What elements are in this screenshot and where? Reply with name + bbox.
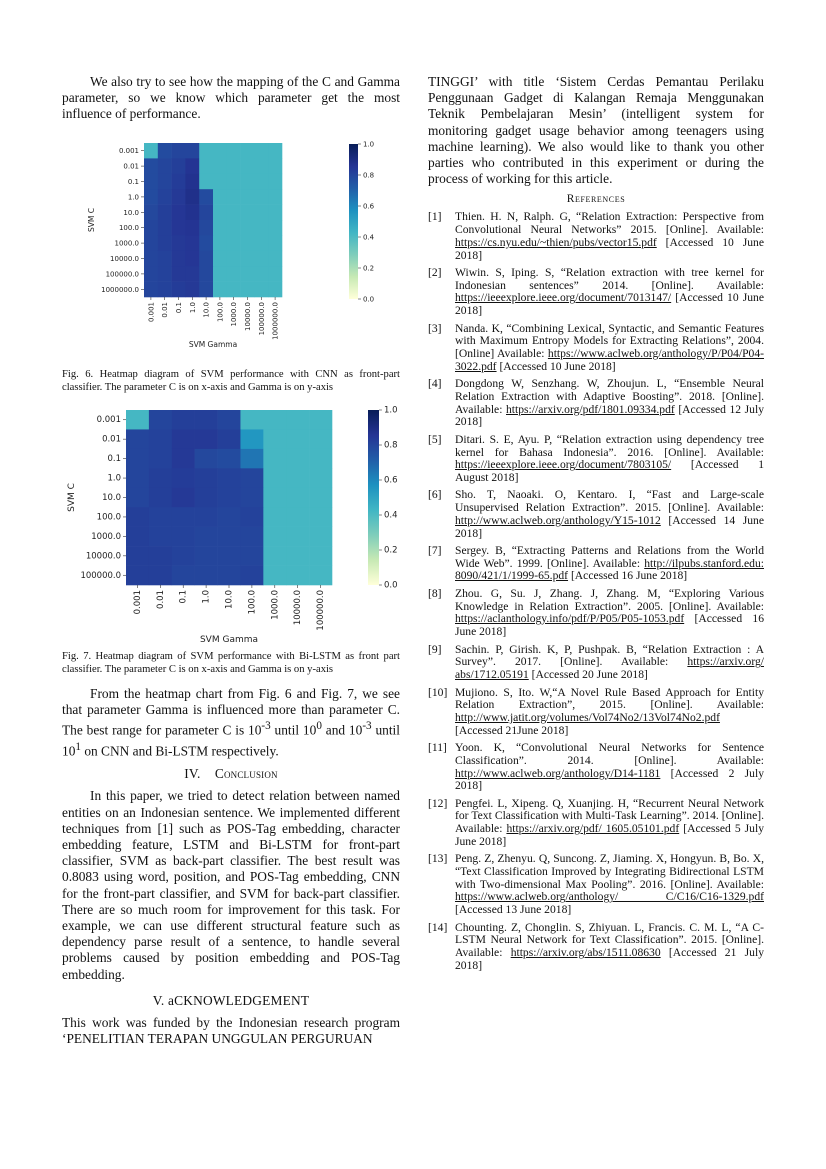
reference-number: [7] [428, 544, 442, 558]
x-tick-label: 1000.0 [230, 301, 239, 327]
heatmap-cell [199, 250, 213, 266]
colorbar [368, 410, 379, 585]
heatmap-cell [185, 266, 199, 282]
heatmap-cell [213, 250, 227, 266]
heatmap-cell [240, 429, 263, 449]
heatmap-cell [185, 220, 199, 236]
heatmap-cell [158, 281, 172, 297]
reference-text: Zhou. G, Su. J, Zhang. J, Zhang. M, “Exploring Various Knowledge in Relation Extraction”. 2005. [Online]. Available: https://aclanthology.info/pdf/P/P05/P05-1053.pdf [Accessed 16 June 2018] [455, 586, 764, 639]
heatmap-cell [263, 429, 286, 449]
heatmap-cell [149, 507, 172, 527]
colorbar-tick-label: 0.8 [363, 171, 375, 180]
colorbar-tick-label: 0.0 [363, 295, 375, 304]
heatmap-cell [172, 250, 186, 266]
analysis-paragraph: From the heatmap chart from Fig. 6 and Fig. 7, we see that parameter Gamma is influenced more than parameter C. The best range for parameter C is $10^{-3}$ until $10^0$ and $10^{-3}$ until $10^1$ on CNN and Bi-LSTM respectively. [62, 685, 401, 759]
reference-text: Sachin. P, Girish. K, P, Pushpak. B, “Relation Extraction : A Survey”. 2017. [Online]. Available: https://arxiv.org/ abs/1712.05191 [Accessed 20 June 2018] [455, 642, 764, 681]
heatmap-cell [268, 250, 282, 266]
colorbar-tick-label: 1.0 [363, 140, 375, 149]
reference-item [428, 798, 764, 849]
y-tick-label: 0.01 [102, 434, 121, 445]
reference-number: [10] [428, 685, 448, 699]
reference-number: [3] [428, 321, 442, 335]
heatmap-cell [195, 565, 218, 585]
heatmap-cell [185, 143, 199, 159]
heatmap-cell [172, 565, 195, 585]
heatmap-cell [126, 546, 149, 566]
x-tick-label: 10.0 [224, 589, 235, 609]
reference-item [428, 644, 764, 682]
conclusion-paragraph: In this paper, we tried to detect relation between named entities on an Indonesian sentence. We implemented different techniques from [1] such as POS-Tag embedding, character embedding feature, LSTM and Bi-LSTM for front-part classifier, SVM as back-part classifier. The best result was 0.8083 using word, position, and POS-Tag embedding, CNN for the front-part classifier, and SVM for back-part classifier. There are so much room for improvement for this task. For example, we can use different structural feature such as dependency parse result of a sentence, to handle several problems caused by position embedding and POS-Tag embedding. [62, 788, 400, 982]
y-tick-label: 100000.0 [105, 270, 139, 279]
colorbar-tick-label: 1.0 [384, 405, 398, 416]
heatmap-cell [172, 143, 186, 159]
heatmap-cell [149, 546, 172, 566]
heatmap-cell [241, 143, 255, 159]
x-tick-label: 10000.0 [293, 589, 304, 625]
heatmap-cell [240, 448, 263, 468]
colorbar-tick-label: 0.0 [384, 580, 398, 591]
heatmap-cell [286, 487, 309, 507]
reference-number: [12] [428, 796, 448, 810]
heatmap-cell [144, 173, 158, 189]
reference-text: Sergey. B, “Extracting Patterns and Relations from the World Wide Web”. 1999. [Online]. Available: http://ilpubs.stanford.edu: 8090/421/1/1999-65.pdf [Accessed 16 June 2018] [455, 544, 764, 583]
heatmap-cell [227, 173, 241, 189]
heatmap-cell [218, 487, 241, 507]
reference-number: [13] [428, 852, 448, 866]
heatmap-cell [227, 143, 241, 159]
heatmap-cell [309, 429, 332, 449]
colorbar-tick-label: 0.6 [384, 475, 398, 486]
heatmap-cell [286, 565, 309, 585]
heatmap-cell [241, 250, 255, 266]
heatmap-cell [126, 429, 149, 449]
heatmap-cell [286, 448, 309, 468]
heatmap-cell [199, 266, 213, 282]
acknowledgement-paragraph: This work was funded by the Indonesian research program ‘PENELITIAN TERAPAN UNGGULAN PERGURUAN [62, 1014, 400, 1046]
y-axis-label: SVM C [87, 207, 96, 232]
heatmap-cell [172, 220, 186, 236]
heatmap-cell [286, 507, 309, 527]
heatmap-cell [254, 281, 268, 297]
heatmap-cell [254, 204, 268, 220]
heatmap-cell [126, 468, 149, 488]
heatmap-cell [199, 281, 213, 297]
y-tick-label: 100.0 [96, 512, 121, 523]
heatmap-cell [263, 410, 286, 430]
heatmap-cell [144, 235, 158, 251]
heatmap-cell [309, 507, 332, 527]
heatmap-cell [218, 410, 241, 430]
heatmap-cell [158, 173, 172, 189]
intro-paragraph: We also try to see how the mapping of the C and Gamma parameter, so we know which parameter get the most influence of performance. [62, 74, 400, 122]
heatmap-cell [218, 507, 241, 527]
section-4-title: Conclusion [214, 766, 278, 782]
heatmap-cell [218, 429, 241, 449]
heatmap-cell [240, 487, 263, 507]
x-tick-label: 100000.0 [316, 589, 327, 631]
heatmap-cell [149, 448, 172, 468]
heatmap-cell [241, 189, 255, 205]
colorbar-tick-label: 0.2 [384, 545, 398, 556]
reference-item [428, 378, 764, 429]
reference-item [428, 323, 764, 374]
right-column [428, 74, 764, 977]
heatmap-cell [254, 220, 268, 236]
heatmap-cell [213, 281, 227, 297]
heatmap-cell [241, 220, 255, 236]
y-tick-label: 1000.0 [91, 531, 121, 542]
heatmap-cell [195, 546, 218, 566]
heatmap-cell [199, 143, 213, 159]
y-axis-label: SVM C [67, 482, 77, 512]
reference-number: [14] [428, 920, 448, 934]
heatmap-cell [195, 487, 218, 507]
reference-text: Wiwin. S, Iping. S, “Relation extraction with tree kernel for Indonesian sentences” 2014. [Online]. Available: https://ieeexplore.ieee.org/document/7013147/ [Accessed 10 June 2018] [455, 266, 764, 318]
heatmap-cell [199, 173, 213, 189]
x-tick-label: 0.001 [132, 589, 143, 614]
heatmap-cell [227, 189, 241, 205]
heatmap-cell [213, 266, 227, 282]
heatmap-cell [195, 526, 218, 546]
heatmap-cell [172, 189, 186, 205]
heatmap-cell [185, 173, 199, 189]
heatmap-cell [195, 507, 218, 527]
y-tick-label: 1.0 [107, 473, 121, 484]
left-column [62, 74, 400, 1047]
heatmap-cell [268, 143, 282, 159]
x-tick-label: 100.0 [247, 589, 258, 614]
heatmap-cell [241, 173, 255, 189]
heatmap-cell [144, 158, 158, 174]
reference-text: Peng. Z, Zhenyu. Q, Suncong. Z, Jiaming. X, Hongyun. B, Bo. X, “Text Classification Improved by Integrating Bidirectional LSTM with Two-dimensional Max Pooling”. 2016. [Online]. Available: https://www.aclweb.org/anthology/ C/C16/C16-1329.pdf [Accessed 13 June 2018] [455, 852, 764, 917]
heatmap-cell [149, 526, 172, 546]
heatmap-cell [195, 410, 218, 430]
heatmap-cell [227, 220, 241, 236]
heatmap-cell [199, 220, 213, 236]
reference-number: [2] [428, 266, 442, 280]
heatmap-cell [126, 565, 149, 585]
reference-text: Thien. H. N, Ralph. G, “Relation Extraction: Perspective from Convolutional Neural Networks” 2015. [Online]. Available: https://cs.nyu.edu/~thien/pubs/vector15.pdf [Accessed 10 June 2018] [455, 210, 764, 262]
heatmap-cell [185, 281, 199, 297]
heatmap-cell [185, 158, 199, 174]
y-tick-label: 1000000.0 [101, 285, 139, 294]
heatmap-cell [240, 507, 263, 527]
reference-number: [1] [428, 210, 442, 224]
section-4-heading [62, 766, 400, 782]
reference-number: [6] [428, 488, 442, 502]
heatmap-cell [158, 189, 172, 205]
heatmap-cell [286, 410, 309, 430]
heatmap-cell [213, 235, 227, 251]
heatmap-cell [213, 189, 227, 205]
heatmap-cell [309, 410, 332, 430]
figure-6 [62, 137, 400, 352]
y-tick-label: 1000.0 [114, 239, 139, 248]
x-tick-label: 1.0 [188, 301, 197, 313]
heatmap-cell [286, 526, 309, 546]
heatmap-cell [144, 220, 158, 236]
acknowledgement-continued: TINGGI’ with title ‘Sistem Cerdas Pemantau Perilaku Penggunaan Gadget di Kalangan Remaja Menggunakan Teknik Pembelajaran Mesin’ (intelligent system for monitoring gadget usage behavior among teenagers using machine learning). We also would like to thank you other parties who contributed in this experiment or during the process of working for this article. [428, 74, 764, 187]
heatmap-cell [309, 526, 332, 546]
heatmap-cell [213, 158, 227, 174]
heatmap-cell [309, 468, 332, 488]
heatmap-cell [263, 487, 286, 507]
reference-item [428, 489, 764, 540]
fig6-caption: Fig. 6. Heatmap diagram of SVM performance with CNN as front-part classifier. The parameter C is on x-axis and Gamma is on y-axis [62, 368, 400, 393]
heatmap-cell [309, 565, 332, 585]
heatmap-cell [213, 173, 227, 189]
heatmap-cell [227, 204, 241, 220]
heatmap-cell [158, 220, 172, 236]
colorbar-tick-label: 0.4 [384, 510, 398, 521]
x-tick-label: 10000.0 [244, 301, 252, 331]
colorbar [349, 144, 358, 299]
heatmap-cell [263, 565, 286, 585]
heatmap-cell [254, 250, 268, 266]
heatmap-cell [149, 487, 172, 507]
reference-text: Dongdong W, Senzhang. W, Zhoujun. L, “Ensemble Neural Relation Extraction with Adaptive Boosting”. 2018. [Online]. Available: https://arxiv.org/pdf/1801.09334.pdf [Accessed 12 July 2018] [455, 377, 764, 429]
heatmap-cell [199, 158, 213, 174]
heatmap-cell [240, 526, 263, 546]
heatmap-cell [172, 448, 195, 468]
y-tick-label: 100000.0 [80, 570, 121, 581]
colorbar-tick-label: 0.2 [363, 264, 375, 273]
heatmap-cell [218, 468, 241, 488]
heatmap-cell [144, 281, 158, 297]
heatmap-cell [268, 281, 282, 297]
heatmap-cell [268, 220, 282, 236]
heatmap-cell [268, 173, 282, 189]
x-tick-label: 1000.0 [270, 589, 281, 620]
heatmap-cell [268, 189, 282, 205]
heatmap-cell [158, 143, 172, 159]
section-4-number: IV. [184, 766, 201, 782]
heatmap-cell [185, 235, 199, 251]
y-tick-label: 10000.0 [110, 254, 139, 263]
heatmap-cell [144, 189, 158, 205]
y-tick-label: 10000.0 [85, 550, 121, 561]
y-tick-label: 0.001 [96, 414, 121, 425]
reference-text: Chounting. Z, Chonglin. S, Zhiyuan. L, Francis. C. M. L, “A C-LSTM Neural Network for Text Classification”. 2015. [Online]. Available: https://arxiv.org/abs/1511.08630 [Accessed 21 July 2018] [455, 920, 764, 972]
x-tick-label: 100.0 [216, 301, 225, 322]
heatmap-cell [268, 158, 282, 174]
heatmap-cell [218, 546, 241, 566]
heatmap-cell [126, 507, 149, 527]
heatmap-cell [241, 281, 255, 297]
heatmap-cell [172, 235, 186, 251]
heatmap-cell [149, 410, 172, 430]
heatmap-cell [268, 204, 282, 220]
heatmap-cell [309, 448, 332, 468]
heatmap-cell [172, 487, 195, 507]
reference-text: Ditari. S. E, Ayu. P, “Relation extraction using dependency tree kernel for Bahasa Indonesia”. 2016. [Online]. Available: https://ieeexplore.ieee.org/document/7803105/ [Accessed 1 August 2018] [455, 432, 764, 484]
heatmap-cell [254, 158, 268, 174]
section-5-heading: V. aCKNOWLEDGEMENT [152, 992, 310, 1008]
heatmap-cell [254, 173, 268, 189]
reference-number: [8] [428, 586, 442, 600]
heatmap-cell [240, 410, 263, 430]
heatmap-cell [263, 468, 286, 488]
x-tick-label: 0.001 [147, 301, 156, 322]
heatmap-cell [172, 173, 186, 189]
y-tick-label: 0.1 [107, 453, 121, 464]
heatmap-cell [185, 204, 199, 220]
reference-item [428, 434, 764, 485]
reference-item [428, 267, 764, 318]
heatmap-cell [218, 565, 241, 585]
heatmap-cell [172, 546, 195, 566]
heatmap-cell [218, 526, 241, 546]
heatmap-cell [144, 250, 158, 266]
heatmap-cell [268, 266, 282, 282]
heatmap-cell [195, 468, 218, 488]
y-tick-label: 1.0 [127, 193, 139, 202]
heatmap-cell [263, 546, 286, 566]
x-tick-label: 0.01 [161, 301, 170, 318]
heatmap-cell [144, 143, 158, 159]
heatmap-cell [309, 487, 332, 507]
heatmap-cell [263, 526, 286, 546]
reference-item [428, 687, 764, 738]
heatmap-cell [158, 266, 172, 282]
reference-item [428, 742, 764, 793]
heatmap-cell [218, 448, 241, 468]
heatmap-cell [172, 281, 186, 297]
heatmap-fig7 [62, 400, 400, 648]
heatmap-cell [309, 546, 332, 566]
heatmap-cell [227, 266, 241, 282]
heatmap-cell [241, 158, 255, 174]
heatmap-cell [172, 410, 195, 430]
heatmap-cell [263, 507, 286, 527]
heatmap-cell [227, 250, 241, 266]
heatmap-cell [227, 281, 241, 297]
heatmap-cell [158, 250, 172, 266]
figure-7 [62, 400, 400, 648]
heatmap-fig6 [62, 137, 400, 352]
x-tick-label: 10.0 [202, 301, 211, 318]
x-tick-label: 0.1 [178, 589, 189, 604]
heatmap-cell [213, 143, 227, 159]
y-tick-label: 10.0 [123, 208, 139, 217]
heatmap-cell [227, 235, 241, 251]
heatmap-cell [241, 204, 255, 220]
references-list [428, 211, 764, 972]
heatmap-cell [195, 448, 218, 468]
fig7-caption: Fig. 7. Heatmap diagram of SVM performance with Bi-LSTM as front part classifier. The parameter C is on x-axis and Gamma is on y-axis [62, 650, 400, 675]
reference-number: [4] [428, 377, 442, 391]
heatmap-cell [195, 429, 218, 449]
heatmap-cell [149, 565, 172, 585]
y-tick-label: 100.0 [118, 223, 139, 232]
heatmap-cell [241, 266, 255, 282]
colorbar-tick-label: 0.6 [363, 202, 375, 211]
heatmap-cell [126, 410, 149, 430]
heatmap-cell [172, 468, 195, 488]
heatmap-cell [240, 546, 263, 566]
heatmap-cell [149, 468, 172, 488]
heatmap-cell [172, 429, 195, 449]
y-tick-label: 0.001 [118, 146, 139, 155]
reference-item [428, 853, 764, 917]
heatmap-cell [185, 250, 199, 266]
colorbar-tick-label: 0.8 [384, 440, 398, 451]
heatmap-cell [213, 220, 227, 236]
reference-number: [9] [428, 642, 442, 656]
reference-item [428, 922, 764, 973]
heatmap-cell [158, 204, 172, 220]
x-tick-label: 0.1 [175, 301, 183, 313]
heatmap-cell [172, 204, 186, 220]
heatmap-cell [286, 468, 309, 488]
y-tick-label: 0.1 [127, 177, 139, 186]
heatmap-cell [240, 565, 263, 585]
x-tick-label: 1000000.0 [271, 301, 280, 340]
heatmap-cell [199, 204, 213, 220]
y-tick-label: 0.01 [123, 162, 139, 171]
heatmap-cell [286, 429, 309, 449]
reference-item [428, 545, 764, 583]
heatmap-cell [240, 468, 263, 488]
heatmap-cell [126, 526, 149, 546]
heatmap-cell [254, 189, 268, 205]
x-tick-label: 100000.0 [257, 301, 266, 336]
heatmap-cell [213, 204, 227, 220]
reference-text: Pengfei. L, Xipeng. Q, Xuanjing. H, “Recurrent Neural Network for Text Classification with Multi-Task Learning”. 2014. [Online]. Available: https://arxiv.org/pdf/ 1605.05101.pdf [Accessed 5 July June 2018] [455, 796, 764, 848]
reference-text: Sho. T, Naoaki. O, Kentaro. I, “Fast and Large-scale Unsupervised Relation Extraction”. 2015. [Online]. Available: http://www.aclweb.org/anthology/Y15-1012 [Accessed 14 June 2018] [455, 488, 764, 540]
heatmap-cell [126, 487, 149, 507]
colorbar-tick-label: 0.4 [363, 233, 375, 242]
heatmap-cell [286, 546, 309, 566]
reference-text: Yoon. K, “Convolutional Neural Networks for Sentence Classification”. 2014. [Online]. Available: http://www.aclweb.org/anthology/D14-1181 [Accessed 2 July 2018] [455, 741, 764, 793]
y-tick-label: 10.0 [102, 492, 121, 503]
heatmap-cell [241, 235, 255, 251]
heatmap-cell [263, 448, 286, 468]
heatmap-cell [158, 158, 172, 174]
x-tick-label: 1.0 [201, 589, 212, 604]
heatmap-cell [254, 266, 268, 282]
heatmap-cell [149, 429, 172, 449]
reference-item [428, 588, 764, 639]
heatmap-cell [158, 235, 172, 251]
reference-text: Nanda. K, “Combining Lexical, Syntactic, and Semantic Features with Maximum Entropy Models for Extracting Relations”, 2004. [Online] Available: https://www.aclweb.org/anthology/P/P04/P04-3022.pdf [Accessed 10 June 2018] [455, 321, 764, 373]
heatmap-cell [172, 526, 195, 546]
heatmap-cell [144, 204, 158, 220]
x-axis-label: SVM Gamma [188, 339, 238, 349]
heatmap-cell [172, 507, 195, 527]
heatmap-cell [268, 235, 282, 251]
heatmap-cell [185, 189, 199, 205]
heatmap-cell [172, 158, 186, 174]
heatmap-cell [126, 448, 149, 468]
heatmap-cell [144, 266, 158, 282]
heatmap-cell [199, 235, 213, 251]
heatmap-cell [254, 143, 268, 159]
reference-number: [11] [428, 741, 447, 755]
heatmap-cell [227, 158, 241, 174]
x-axis-label: SVM Gamma [199, 634, 259, 645]
x-tick-label: 0.01 [155, 589, 166, 609]
reference-item [428, 211, 764, 262]
heatmap-cell [199, 189, 213, 205]
heatmap-cell [172, 266, 186, 282]
reference-number: [5] [428, 432, 442, 446]
reference-text: Mujiono. S, Ito. W,“A Novel Rule Based Approach for Entity Relation Extraction”, 2015. [Online]. Available: http://www.jatit.org/volumes/Vol74No2/13Vol74No2.pdf [Accessed 21June 2018] [455, 685, 764, 737]
heatmap-cell [254, 235, 268, 251]
references-heading: References [566, 193, 626, 206]
